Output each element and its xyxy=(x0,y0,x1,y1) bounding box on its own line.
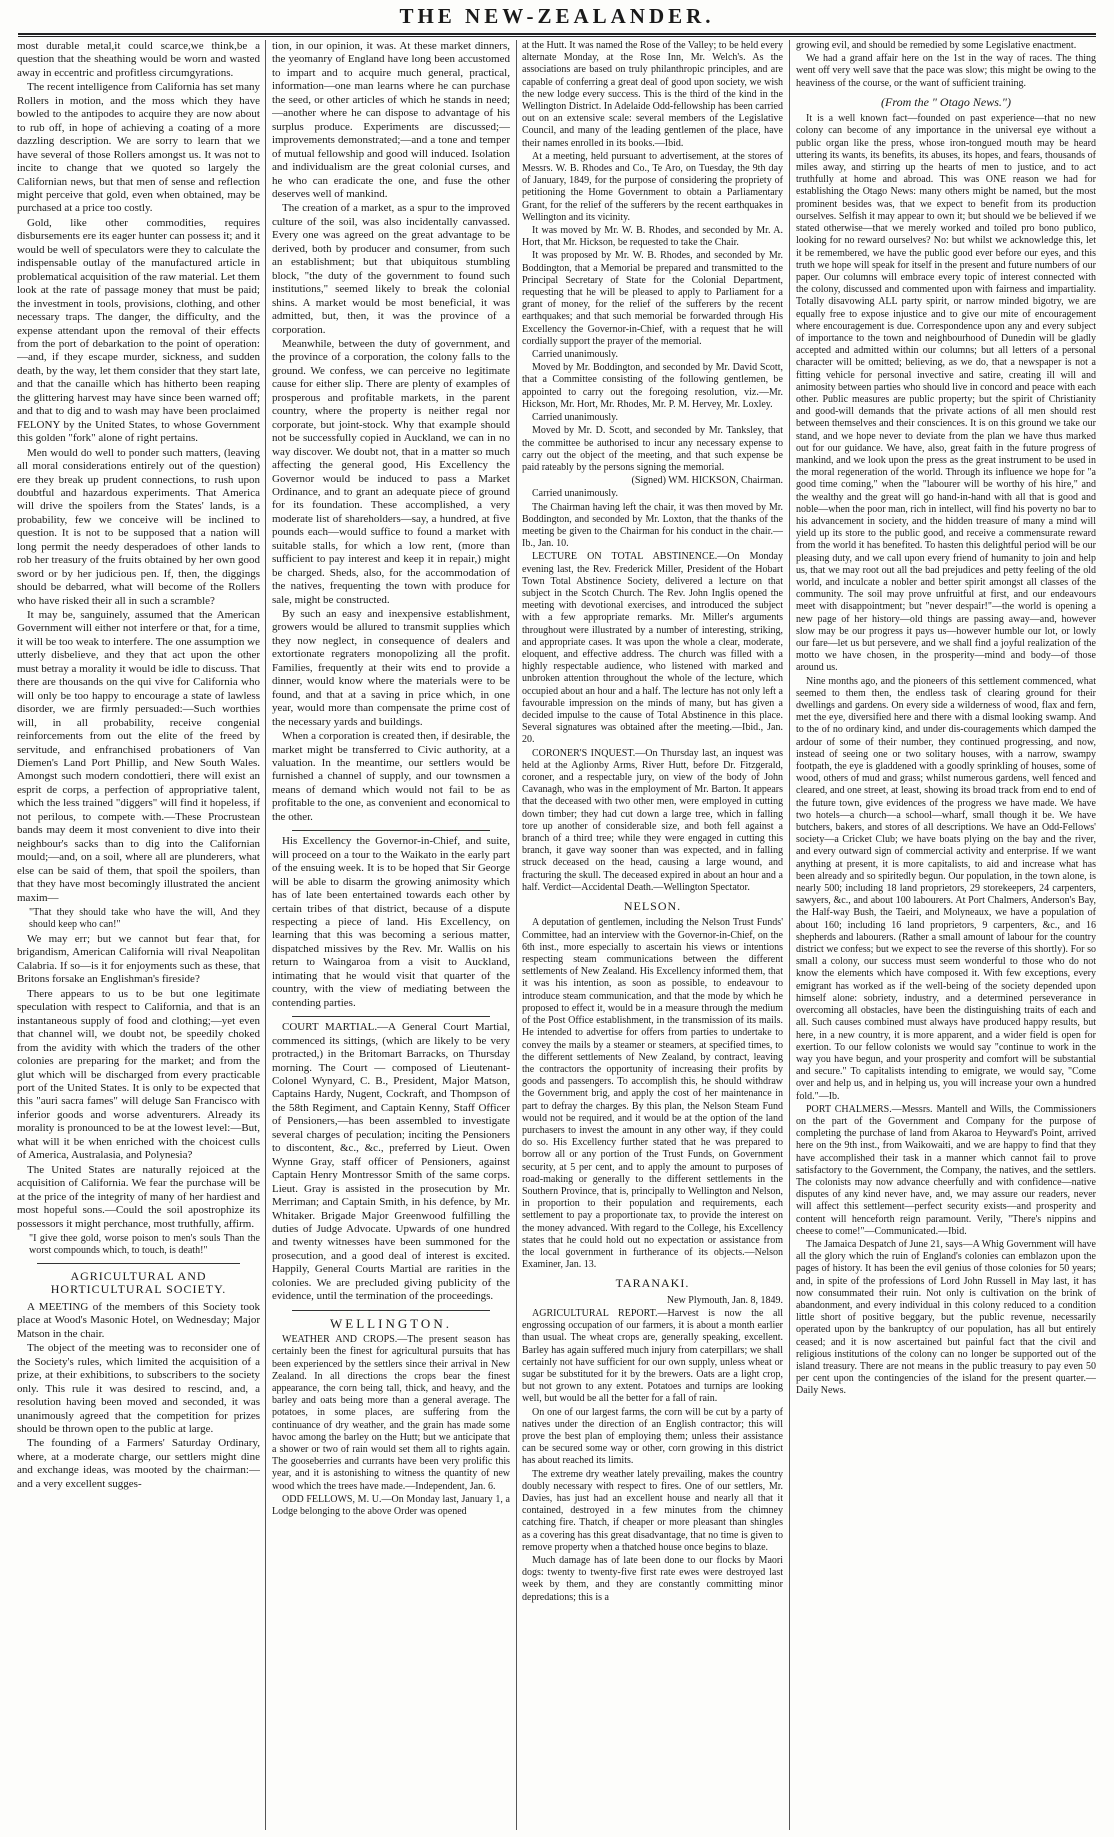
paragraph: The Chairman having left the chair, it was then moved by Mr. Boddington, and seconded by Mr. Loxton, that the thanks of the meeting be given to the Chairman for his conduct in the chair.—Ib., Jan. 10. xyxy=(522,501,783,550)
paragraph: We had a grand affair here on the 1st in the way of races. The thing went off very well save that the pace was slow; this might be owing to the heaviness of the course, or the want of sufficient training. xyxy=(796,53,1096,89)
column-1 xyxy=(17,40,260,1830)
verse-quote: "I give thee gold, worse poison to men's souls Than the worst compounds which, to touch, is death!" xyxy=(29,1232,260,1256)
paragraph: It may be, sanguinely, assumed that the American Government will either not interfere or that, for a time, it will be too weak to interfere. The one assumption we utterly disbelieve, and they that act upon the other must betray a morality it would be idle to discuss. That there are thousands on the qui vive for California who will only be too happy to encourage a state of lawless disorder, we are firmly persuaded:—Such worthies will, in all probability, receive congenial reinforcements from out the elite of the freed by servitude, and enfranchised probationers of Van Diemen's Land Port Phillip, and New South Wales. Amongst such modern condottieri, there will exist an esprit de corps, a perfection of appropriative talent, which the less trained "diggers" will find it hopeless, if not perilous, to compete with.—These Procrustean bands may deem it most convenient to dive into their neighbour's sacks than to dig into the Californian mould;—and, on a soil, where all are plunderers, what else can be said of them, that spoil the spoilers, than that they have most becomingly illustrated the ancient maxim— xyxy=(17,609,260,904)
column-divider xyxy=(265,40,266,1830)
section-heading: (From the " Otago News.") xyxy=(881,94,1011,109)
column-divider xyxy=(516,40,517,1830)
section-rule xyxy=(37,1263,240,1264)
paragraph: The object of the meeting was to reconsider one of the Society's rules, which limited the acquisition of a prize, at their exhibitions, to subscribers to the society only. This rule it was desired to rescind, and, a resolution having been moved and seconded, it was unanimously agreed that the competition for prizes should be thrown open to the public at large. xyxy=(17,1342,260,1435)
paragraph: His Excellency the Governor-in-Chief, and suite, will proceed on a tour to the Waikato in the early part of the ensuing week. It is to be hoped that Sir George will be able to disarm the growing animosity which has of late been entertained towards each other by certain tribes of that district, because of a dispute respecting a piece of land. His Excellency, on learning that this was becoming a serious matter, dispatched missives by the Rev. Mr. Wallis on his return to Waingaroa from a visit to Auckland, intimating that he would visit that quarter of the country, with the view of mediating between the contending parties. xyxy=(272,835,510,1009)
paragraph: Meanwhile, between the duty of government, and the province of a corporation, the colony falls to the ground. We confess, we can perceive no legitimate cause for either slip. There are plenty of examples of prosperous and profitable markets, in the parent country, where the property is neither regal nor corporate, but joint-stock. Why that example should not be successfully copied in Auckland, we can in no way discover. We doubt not, that in a matter so much affecting the general good, His Excellency the Governor would be induced to pass a Market Ordinance, and to grant an adequate piece of ground for its foundation. These accomplished, a very moderate list of shareholders—say, a hundred, at five pounds each—would suffice to found a market with suitable stalls, for which a low rent, (more than sufficient to pay interest and keep it in repair,) might be charged. Sheds, also, for the accommodation of the natives, frequenting the town with produce for sale, might be constructed. xyxy=(272,337,510,606)
paragraph: tion, in our opinion, it was. At these market dinners, the yeomanry of England have long been accustomed to impart and to acquire much general, practical, information—one man learns where he can purchase the seed, or other articles of which he stands in need;—another where he can dispose to advantage of his surplus produce. Experiments are discussed;—improvements demonstrated;—and a tone and temper of mutual fellowship and good will induced. Isolation and individualism are the great colonial curses, and he who can eradicate the one, and fuse the other deserves well of mankind. xyxy=(272,40,510,200)
paragraph: The United States are naturally rejoiced at the acquisition of California. We fear the purchase will be at the price of the integrity of many of her hardiest and most hopeful sons.—Could the soil apostrophize its possessors it might perchance, most truthfully, affirm. xyxy=(17,1163,260,1230)
paragraph: A deputation of gentlemen, including the Nelson Trust Funds' Committee, had an interview with the Governor-in-Chief, on the 6th inst., more especially to ascertain his views or intentions respecting steam communications between the different settlements of New Zealand. His Excellency informed them, that it was his intention, as soon as possible, to endeavour to introduce steam communication, and that the mode by which he proposed to effect it, would be in a measure through the medium of the Post Office establishment, in the transmission of its mails. He intended to advertise for offers from parties to undertake to convey the mails by a steamer or steamers, at specified times, to the different settlements of New Zealand, by contract, leaving the contractors the opportunity of increasing their profits by goods and passengers. To accomplish this, he should withdraw the Government brig, and apply the cost of her maintenance in part to defray the charges. By this plan, the Nelson Steam Fund would not be required, and it would be at the option of the land purchasers to invest the amount in any other way, if they could do so. His Excellency further stated that he was prepared to borrow all or any portion of the Trust Funds, on Government security, at 5 per cent, and to apply the amount to purposes of road-making or generally to the different settlements in the Southern Province, that is, principally to Wellington and Nelson, in proportion to their population and requirements, each settlement to pay a proportionate tax, to provide the interest on the money advanced. With regard to the College, his Excellency states that he could hold out no expectation or assistance from the local government in furtherance of its objects.—Nelson Examiner, Jan. 13. xyxy=(522,917,783,1271)
paragraph: Moved by Mr. D. Scott, and seconded by Mr. Tanksley, that the committee be authorised to incur any necessary expense to carry out the object of the meeting, and that such expense be paid rateably by the persons signing the memorial. xyxy=(522,425,783,473)
paragraph: Carried unanimously. xyxy=(532,349,619,361)
paragraph: We may err; but we cannot but fear that, for brigandism, American California will rival Neapolitan Calabria. If so—is it for enjoyments such as these, that Britons forsake an Englishman's fireside? xyxy=(17,933,260,986)
paragraph: The Jamaica Despatch of June 21, says—A Whig Government will have all the glory which the ruin of England's colonies can emblazon upon the pages of history. It has been the evil genius of those colonies for 50 years; and, in spite of the professions of Lord John Russell in May last, it has now consummated their ruin. Not only is cultivation on the brink of abandonment, and every individual in this colony reduced to a condition little short of positive beggary, but the public revenue, necessarily operated upon by the bankruptcy of our population, has all but entirely ceased; and it is now ascertained but painful fact that the civil and religious institutions of the colony can no longer be supported out of the island treasury. There are not means in the public treasury to pay even 50 per cent upon the contingencies of the island for the present quarter.—Daily News. xyxy=(796,1238,1096,1397)
masthead: THE NEW-ZEALANDER. xyxy=(399,4,715,28)
paragraph: The creation of a market, as a spur to the improved culture of the soil, was also incidentally canvassed. Every one was agreed on the great advantage to be derived, both by producer and consumer, from such an establishment; but that ubiquitous stumbling block, "the duty of the government to found such institutions," seemed likely to break the colonial shins. A market would be most beneficial, it was admitted, but, then, it was the province of a corporation. xyxy=(272,202,510,336)
paragraph: PORT CHALMERS.—Messrs. Mantell and Wills, the Commissioners on the part of the Government and Company for the purpose of completing the purchase of land from Akaroa to Heyward's Point, arrived here on the 9th inst., from Waikowaiti, and we are happy to find that they have accomplished their task in a manner which cannot fail to prove satisfactory to the Government, the Company, the natives, and the settlers. The colonists may now advance cheerfully and with confidence—native disputes of any kind never have, and, we may assure our readers, never will affect this settlement—perfect security exists—and prosperity and content will henceforth reign paramount. Verily, "There's nippins and cheese to come!"—Communicated.—Ibid. xyxy=(796,1103,1096,1237)
paragraph: Men would do well to ponder such matters, (leaving all moral considerations entirely out of the question) ere they break up prudent connections, to rush upon doubtful and hazardous experiments. That America will drive the spoilers from the States' lands, is a probability, few we conceive will be inclined to question. It is not to be supposed that a nation will long permit the needy desperadoes of other lands to rob her treasury of the fruits obtained by her own good sword or by her judicious pen. If, then, the diggings should be debarred, what will become of the Rollers who have risked their all in such a scramble? xyxy=(17,446,260,607)
column-2 xyxy=(272,40,510,1830)
paragraph: growing evil, and should be remedied by some Legislative enactment. xyxy=(796,40,1077,51)
section-heading: TARANAKI. xyxy=(615,1276,690,1291)
paragraph: at the Hutt. It was named the Rose of the Valley; to be held every alternate Monday, at the Rose Inn, Mr. Welch's. As the associations are based on truly philanthropic principles, and are capable of conferring a great deal of good upon society, we wish the new lodge every success. This is the third of the kind in the Wellington District. In Adelaide Odd-fellowship has been carried out on an extensive scale: several members of the Legislative Council, and many of the leading gentlemen of the place, have their names enrolled in its books.—Ibid. xyxy=(522,40,783,149)
column-4 xyxy=(796,40,1096,1830)
paragraph: On one of our largest farms, the corn will be cut by a party of natives under the direction of an English contractor; this will prove the best plan of employing them; unless their assistance can be secured some way or other, corn growing in this district has about reached its limits. xyxy=(522,1406,783,1467)
paragraph: When a corporation is created then, if desirable, the market might be transferred to Civic authority, at a valuation. In the meantime, our settlers would be furnished a channel of supply, and our townsmen a means of demand which would not fail to be as profitable to the one, as convenient and economical to the other. xyxy=(272,730,510,823)
paragraph: The founding of a Farmers' Saturday Ordinary, where, at a moderate charge, our settlers might dine and exchange ideas, was mooted by the chairman:—and a very excellent sugges- xyxy=(17,1437,260,1490)
section-heading: WELLINGTON. xyxy=(330,1315,452,1331)
paragraph: There appears to us to be but one legitimate speculation with respect to California, and that is an instantaneous supply of food and clothing;—yet even that channel will, we doubt not, be speedily choked from the avidity with which the traders of the other colonies are preparing for the market; and from the glut which will be discharged from every practicable port of the United States. It is only to be expected that this "auri sacra fames" will deluge San Francisco with inferior goods and worse adventurers. Already its morality is pronounced to be at the lowest level:—But, what will it be when enriched with the choicest culls of America, Australasia, and Polynesia? xyxy=(17,987,260,1162)
paragraph: At a meeting, held pursuant to advertisement, at the stores of Messrs. W. B. Rhodes and Co., Te Aro, on Tuesday, the 9th day of January, 1849, for the purpose of considering the propriety of petitioning the Home Government to obtain a Parliamentary Grant, for the relief of the sufferers by the recent earthquakes in Wellington and its vicinity. xyxy=(522,150,783,223)
signature-line: (Signed) WM. HICKSON, Chairman. xyxy=(631,475,783,487)
paragraph: A MEETING of the members of this Society took place at Wood's Masonic Hotel, on Wednesday; Major Matson in the chair. xyxy=(17,1300,260,1340)
paragraph: The recent intelligence from California has set many Rollers in motion, and the moss which they have bowled to the antipodes to acquire they are now about to rub off, in hope of achieving a coating of a more dazzling description. We are sorry to learn that we have several of those Rollers amongst us. It was not to incite to change that we quoted so largely the Californian news, but that men of sense and reflection might perceive that gold, even when obtained, may be purchased at a price too costly. xyxy=(17,81,260,215)
section-heading: AGRICULTURAL AND HORTICULTURAL SOCIETY. xyxy=(50,1268,227,1297)
dateline: New Plymouth, Jan. 8, 1849. xyxy=(666,1294,783,1306)
paragraph: CORONER'S INQUEST.—On Thursday last, an inquest was held at the Aglionby Arms, River Hutt, before Dr. Fitzgerald, coroner, and a respectable jury, on view of the body of John Cavanagh, who was in the employment of Mr. Barton. It appears that the deceased with two other men, were employed in cutting down timber; they had cut down a large tree, which in falling tore up another of considerable size, and both fell against a branch of a third tree; while they were engaged in cutting this branch, it gave way sooner than was expected, and in falling struck deceased on the head, causing a large wound, and fracturing the skull. The deceased expired in about an hour and a half. Verdict—Accidental Death.—Wellington Spectator. xyxy=(522,747,783,893)
column-divider xyxy=(789,40,790,1830)
section-heading: NELSON. xyxy=(623,899,682,914)
paragraph: Moved by Mr. Boddington, and seconded by Mr. David Scott, that a Committee consisting of the following gentlemen, be appointed to carry out the foregoing resolution, viz.—Mr. Hickson, Mr. Hort, Mr. Rhodes, Mr. P. M. Hervey, Mr. Loxley. xyxy=(522,362,783,410)
paragraph: It was moved by Mr. W. B. Rhodes, and seconded by Mr. A. Hort, that Mr. Hickson, be requested to take the Chair. xyxy=(522,225,783,249)
masthead-rule xyxy=(18,33,1096,35)
paragraph: Nine months ago, and the pioneers of this settlement commenced, what seemed to them then, the endless task of clearing ground for their dwellings and gardens. On every side a wilderness of wood, flax and fern, met the eye, diversified here and there with a dismal looking swamp. And to the of no ordinary kind, and under dis-couragements which damped the ardour of some of their number, they continued progressing, and now, instead of seeing one or two solitary houses, with a narrow, swampy footpath, the eye is gladdened with a goodly sprinkling of houses, some of wood, others of mud and grass; whilst numerous gardens, well fenced and cleared, and one street, at least, showing its broad track from end to end of the future town, give evidences of the progress we have made. We have two hotels—a church—a school—wharf, small though it be. We have butchers, bakers, and stores of all descriptions. We have an Odd-Fellows' society—a Cricket Club; we have boats plying on the bay and the river, and every outward sign of commercial activity and enterprise. If we want anything at present, it is more capitalists, to aid and increase what has been already and so spiritedly begun. Our population, in the town alone, is nearly 500; including 18 land proprietors, 29 storekeepers, 24 carpenters, sawyers, &c., and about 100 labourers. At Port Chalmers, Anderson's Bay, the Half-way Bush, the Taeiri, and Molyneaux, we have a population of about 160; including 16 land proprietors, 9 carpenters, &c., and 16 shepherds and labourers. (Rather a small amount of labour for the country district we confess; but we expect to see the reverse of this shortly). For so small a colony, our success must seem wonderful to those who do not know the elements which have composed it. With few exceptions, every emigrant has worked as if the well-being of the society depended upon himself alone: sobriety, industry, and a determined perseverance in overcoming all obstacles, have been the distinguishing traits of each and all. Such causes combined must always have produced happy results, but here, in a new country, it is more apparent, and a wider field is open for exertion. To our fellow colonists we would say "continue to work in the way you have begun, and your prosperity and comfort will be substantial and secure." To capitalists intending to emigrate, we would say, "Come over and help us, and in helping us, you will increase your own a hundred fold."—Ib. xyxy=(796,675,1096,1102)
paragraph: COURT MARTIAL.—A General Court Martial, commenced its sittings, (which are likely to be very protracted,) in the Britomart Barracks, on Thursday morning. The Court — composed of Lieutenant-Colonel Wynyard, C. B., President, Major Matson, Captains Hardy, Nugent, Cockraft, and Thompson of the 58th Regiment, and Captain Kenny, Staff Officer of Pensioners,—has been assembled to investigate several charges of peculation; inciting the Pensioners to discontent, &c., &c., preferred by Lieut. Owen Wynne Gray, staff officer of Pensioners, against Captain Henry Montressor Smith of the same corps. Lieut. Gray is assisted in the prosecution by Mr. Merriman; and Captain Smith, in his defence, by Mr. Whitaker. Brigade Major Greenwood fulfilling the duties of Judge Advocate. Upwards of one hundred and twenty witnesses have been summoned for the prosecution, and a good deal of interest is excited. Happily, General Courts Martial are rarities in the colonies. We are precluded giving publicity of the evidence, until the termination of the proceedings. xyxy=(272,1021,510,1303)
masthead-rule-thin xyxy=(18,36,1096,37)
paragraph: It was proposed by Mr. W. B. Rhodes, and seconded by Mr. Boddington, that a Memorial be prepared and transmitted to the Principal Secretary of State for the Colonial Department, requesting that he will be pleased to apply to Parliament for a grant of money, for the relief of the sufferers by the recent earthquakes; and that such memorial be forwarded through His Excellency the Governor-in-Chief, with a request that he will cordially support the prayer of the memorial. xyxy=(522,250,783,347)
paragraph: Carried unanimously. xyxy=(532,412,619,424)
paragraph: AGRICULTURAL REPORT.—Harvest is now the all engrossing occupation of our farmers, it is about a month earlier than usual. The wheat crops are, generally speaking, excellent. Barley has again suffered much injury from caterpillars; we shall certainly not have sufficient for our own supply, unless wheat or sugar be substituted for it by the brewers. Oats are a light crop, but not grown to any extent. Potatoes and turnips are looking well, but would be all the better for a fall of rain. xyxy=(522,1308,783,1405)
paragraph: Carried unanimously. xyxy=(532,488,619,500)
verse-quote: "That they should take who have the will, And they should keep who can!" xyxy=(29,907,260,930)
paragraph: The extreme dry weather lately prevailing, makes the country doubly necessary with respect to fires. One of our settlers, Mr. Davies, has just had an excellent house and nearly all that it contained, destroyed in a few minutes from the chimney catching fire. Thatch, if cheaper or more pleasant than shingles as a covering has this great disadvantage, that no time is given to remove property when a thatched house once begins to blaze. xyxy=(522,1468,783,1553)
paragraph: WEATHER AND CROPS.—The present season has certainly been the finest for agricultural pursuits that has been experienced by the settlers since their arrival in New Zealand. In all directions the crops bear the finest appearance, the corn being tall, thick, and heavy, and the barley and oats being more than a general average. The potatoes, in some places, are suffering from the continuance of dry weather, and the grain has made some havoc among the barley on the Hutt; but we anticipate that a shower or two of rain would set them all to rights again. The gooseberries and currants have been very prolific this year, and it is astonishing to witness the quantity of new wood which the trees have made.—Independent, Jan. 6. xyxy=(272,1334,510,1492)
paragraph: By such an easy and inexpensive establishment, growers would be allured to transmit supplies which they now neglect, in consequence of dealers and extortionate regraters monopolizing all the profit. Families, frequently at their wits end to provide a dinner, would know where the materials were to be found, and that at a saving in price which, in one year, would more than compensate the prime cost of the necessary yards and buildings. xyxy=(272,608,510,728)
section-rule xyxy=(292,1016,490,1017)
section-rule xyxy=(292,1310,490,1311)
paragraph: most durable metal,it could scarce,we think,be a question that the sheathing would be worn and wasted away in eccentric and profitless circumgyrations. xyxy=(17,40,260,79)
paragraph: ODD FELLOWS, M. U.—On Monday last, January 1, a Lodge belonging to the above Order was opened xyxy=(272,1493,510,1517)
paragraph: LECTURE ON TOTAL ABSTINENCE.—On Monday evening last, the Rev. Frederick Miller, President of the Hobart Town Total Abstinence Society, delivered a lecture on that subject in the Scotch Church. The Rev. John Inglis opened the meeting with devotional exercises, and introduced the subject with a few appropriate remarks. Mr. Miller's arguments throughout were illustrated by a number of interesting, striking, and appropriate cases. It was upon the whole a clear, moderate, eloquent, and effective address. The church was filled with a highly respectable audience, who listened with marked and unbroken attention throughout the whole of the lecture, which occupied about an hour and a half. The lecture has not only left a favourable impression on the minds of many, but has given a decided impulse to the cause of Total Abstinence in this place. Several signatures was obtained after the meeting.—Ibid., Jan. 20. xyxy=(522,551,783,746)
paragraph: Much damage has of late been done to our flocks by Maori dogs: twenty to twenty-five first rate ewes were destroyed last week by them, and they are constantly committing minor depredations; this is a xyxy=(522,1555,783,1603)
paragraph: Gold, like other commodities, requires disbursements ere its eager hunter can possess it; and it would be well of speculators were they to calculate the indispensable outlay of the manufactured article in problematical acquisition of the raw material. Let them look at the rate of passage money that must be paid; the investment in tools, provisions, clothing, and other necessary traps. The danger, the difficulty, and the expense attendant upon the removal of their effects from the port of debarkation to the point of operation:—and, if they escape murder, sickness, and sudden death, by the way, let them consider that they start late, and that the canaille which has hitherto been reaping the glittering harvest may have since been warned off; and that to dig and to wash may have been proclaimed FELONY by the United States, to whose Government this golden "fork" alone of right pertains. xyxy=(17,216,260,445)
section-rule xyxy=(292,830,490,831)
paragraph: It is a well known fact—founded on past experience—that no new colony can become of any importance in the universal eye without a public organ like the press, whose iron-tongued mouth may be heard uttering its wants, its benefits, its abuses, its hopes, and fears, thousands of miles away, and stirring up the hearts of men to justice, and to act truthfully at home and abroad. This was ONE reason we had for establishing the Otago News: many others might be named, but the most prominent besides was, that we expect to benefit from its production ourselves. Selfish it may appear to own it; but should we be believed if we stated otherwise—that we merely worked and toiled pro bono publico, looking for no reward ourselves? No: but whilst we acknowledge this, let it be remembered, we have the public good ever before our eyes, and this truth we hope will speak for itself in the present and future numbers of our paper. Our columns will embrace every topic of interest connected with the colony, discussed and commented upon with fairness and impartiality. Totally disavowing ALL party spirit, or narrow minded bigotry, we are equally free to expose injustice and to give our mite of encouragement where encouragement is due. Correspondence upon any and every subject of importance to the town and neighbourhood of Dunedin will be gladly accepted and admitted within our columns; but all letters of a personal character will be omitted; believing, as we do, that a newspaper is not a fitting vehicle for personal invective and satire, creating ill will and animosity between parties who should live in concord and peace with each other. Public measures are public property; but the spirit of Christianity and good-will demands that the private actions of all men should rest between themselves and their consciences. It is on this ground we take our stand, and we hope never to deviate from the plan we have thus marked out for our guidance. We have, also, great faith in the future progress of mankind, and we look upon the press as the great instrument to be used in the moral regeneration of the world. Through its influence we hope for "a good time coming," when the "labourer will be worthy of his hire," and the wealthy and the great will go hand-in-hand with all that is good and noble—when the poor man, rich in intellect, will find his poverty no bar to his advancement in society, and the hidden treasure of many a mind will yield up its store to the public good, and receive a commensurate reward from the world it has benefited. To hasten this delightful period will be our pleasing duty, and we call upon every friend of humanity to join and help us, that we may root out all the bad prejudices and petty feeling of the old world, and inculcate a nobler and better spirit amongst all classes of the community. The soil may prove unfruitful at first, and our endeavours meet with disappointment; but "never despair!"—the world is opening a new page of her history—old things are passing away—and, however slow may be our progress it pays us—however humble our lot, or lowly our fare—let us but persevere, and we shall find a joyful realization of the motto we have chosen, in the prosperity—mind and body—of those around us. xyxy=(796,113,1096,674)
column-3 xyxy=(522,40,783,1830)
